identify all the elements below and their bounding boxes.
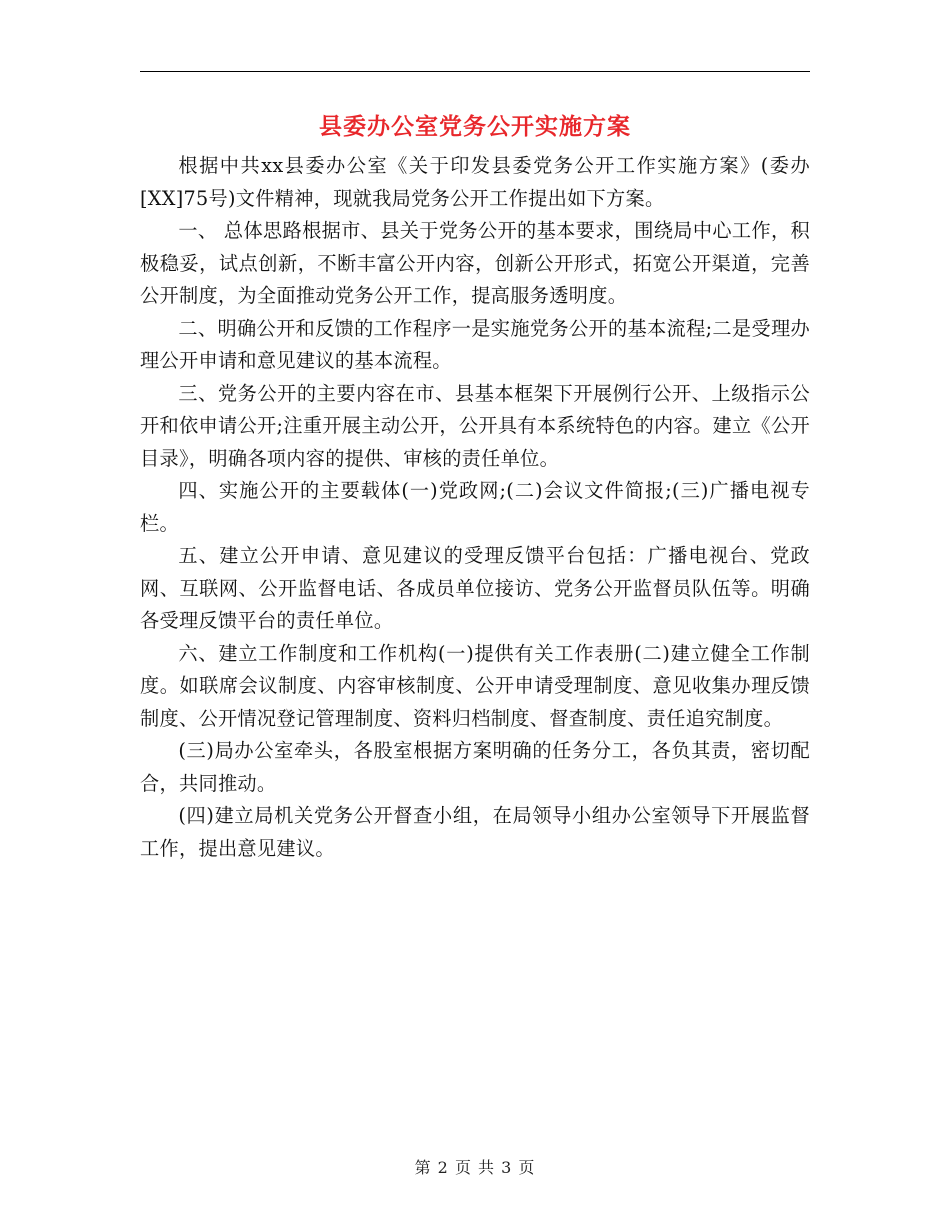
document-body bbox=[140, 150, 810, 865]
paragraph-item-4: (四)建立局机关党务公开督查小组，在局领导小组办公室领导下开展监督工作，提出意见建议。 bbox=[140, 804, 810, 860]
paragraph-section-4: 四、实施公开的主要载体(一)党政网;(二)会议文件简报;(三)广播电视专栏。 bbox=[140, 479, 810, 535]
paragraph-item-3: (三)局办公室牵头，各股室根据方案明确的任务分工，各负其责，密切配合，共同推动。 bbox=[140, 739, 810, 795]
document-title: 县委办公室党务公开实施方案 bbox=[319, 113, 631, 140]
header-rule bbox=[140, 71, 810, 72]
paragraph-section-5: 五、建立公开申请、意见建议的受理反馈平台包括：广播电视台、党政网、互联网、公开监督电话、各成员单位接访、党务公开监督员队伍等。明确各受理反馈平台的责任单位。 bbox=[140, 544, 810, 632]
paragraph-section-1: 一、 总体思路根据市、县关于党务公开的基本要求，围绕局中心工作，积极稳妥，试点创新，不断丰富公开内容，创新公开形式，拓宽公开渠道，完善公开制度，为全面推动党务公开工作，提高服务透明度。 bbox=[140, 219, 810, 307]
paragraph-section-6: 六、建立工作制度和工作机构(一)提供有关工作表册(二)建立健全工作制度。如联席会议制度、内容审核制度、公开申请受理制度、意见收集办理反馈制度、公开情况登记管理制度、资料归档制度、督查制度、责任追究制度。 bbox=[140, 641, 810, 730]
paragraph-section-3: 三、党务公开的主要内容在市、县基本框架下开展例行公开、上级指示公开和依申请公开;注重开展主动公开，公开具有本系统特色的内容。建立《公开目录》，明确各项内容的提供、审核的责任单位。 bbox=[140, 381, 810, 470]
page-number-footer: 第 2 页 共 3 页 bbox=[414, 1158, 536, 1177]
paragraph-section-2: 二、明确公开和反馈的工作程序一是实施党务公开的基本流程;二是受理办理公开申请和意见建议的基本流程。 bbox=[140, 316, 810, 372]
paragraph-intro: 根据中共xx县委办公室《关于印发县委党务公开工作实施方案》(委办[XX]75号)文件精神，现就我局党务公开工作提出如下方案。 bbox=[140, 154, 810, 210]
